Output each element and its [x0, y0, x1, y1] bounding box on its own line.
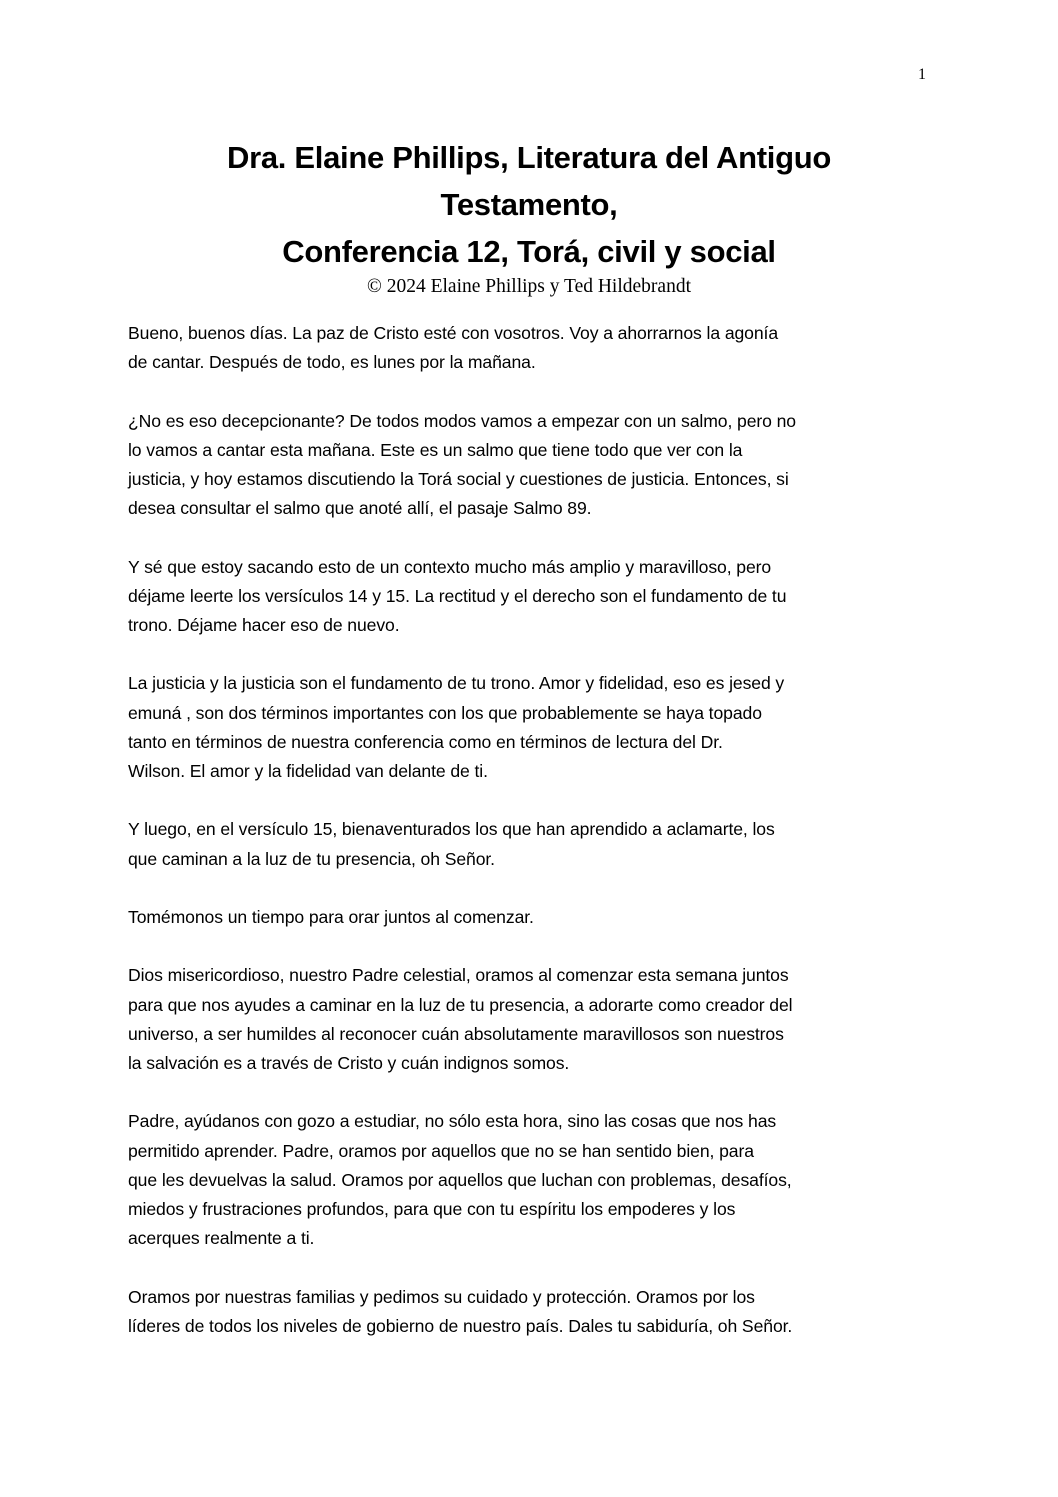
paragraph: [128, 903, 938, 932]
paragraph-line: Dios misericordioso, nuestro Padre celestial, oramos al comenzar esta semana juntos: [128, 965, 789, 986]
paragraph-line: emuná , son dos términos importantes con los que probablemente se haya topado: [128, 702, 762, 723]
paragraph-line: líderes de todos los niveles de gobierno de nuestro país. Dales tu sabiduría, oh Señor.: [128, 1315, 793, 1336]
paragraph: [128, 407, 938, 524]
paragraph-line: justicia, y hoy estamos discutiendo la Torá social y cuestiones de justicia. Entonces, si: [128, 469, 789, 489]
page-number: 1: [918, 66, 926, 83]
paragraph-line: Padre, ayúdanos con gozo a estudiar, no sólo esta hora, sino las cosas que nos has: [128, 1111, 777, 1132]
paragraph-line: permitido aprender. Padre, oramos por aquellos que no se han sentido bien, para: [128, 1140, 754, 1161]
paragraph-line: Tomémonos un tiempo para orar juntos al comenzar.: [128, 906, 534, 927]
document-header: [100, 134, 958, 298]
paragraph: [128, 815, 938, 873]
paragraph-line: para que nos ayudes a caminar en la luz de tu presencia, a adorarte como creador del: [128, 994, 793, 1015]
paragraph-line: que les devuelvas la salud. Oramos por aquellos que luchan con problemas, desafíos,: [128, 1169, 792, 1190]
paragraph-line: Wilson. El amor y la fidelidad van delante de ti.: [128, 761, 488, 781]
paragraph-line: déjame leerte los versículos 14 y 15. La rectitud y el derecho son el fundamento de tu: [128, 585, 787, 606]
paragraph-line: de cantar. Después de todo, es lunes por la mañana.: [128, 352, 536, 373]
paragraph-line: Oramos por nuestras familias y pedimos su cuidado y protección. Oramos por los: [128, 1286, 755, 1307]
paragraph-line: acerques realmente a ti.: [128, 1228, 315, 1249]
paragraph-line: lo vamos a cantar esta mañana. Este es un salmo que tiene todo que ver con la: [128, 439, 743, 460]
paragraph-line: tanto en términos de nuestra conferencia como en términos de lectura del Dr.: [128, 731, 723, 752]
title-line: Conferencia 12, Torá, civil y social: [282, 234, 776, 269]
paragraph-line: ¿No es eso decepcionante? De todos modos vamos a empezar con un salmo, pero no: [128, 410, 796, 431]
paragraph-line: universo, a ser humildes al reconocer cuán absolutamente maravillosos son nuestros: [128, 1023, 784, 1044]
paragraph-line: La justicia y la justicia son el fundamento de tu trono. Amor y fidelidad, eso es jesed y: [128, 673, 785, 694]
copyright-notice: © 2024 Elaine Phillips y Ted Hildebrandt: [367, 276, 691, 297]
paragraph-line: la salvación es a través de Cristo y cuán indignos somos.: [128, 1052, 570, 1073]
paragraph: [128, 1107, 938, 1253]
paragraph-line: Y sé que estoy sacando esto de un contexto mucho más amplio y maravilloso, pero: [128, 556, 772, 577]
paragraph-line: Y luego, en el versículo 15, bienaventurados los que han aprendido a aclamarte, los: [128, 819, 775, 840]
document-body: [128, 319, 938, 1370]
paragraph: [128, 961, 938, 1078]
title-line: Testamento,: [440, 187, 618, 222]
paragraph: [128, 553, 938, 641]
paragraph-line: miedos y frustraciones profundos, para que con tu espíritu los empoderes y los: [128, 1198, 736, 1219]
paragraph-line: Bueno, buenos días. La paz de Cristo esté con vosotros. Voy a ahorrarnos la agonía: [128, 323, 779, 343]
paragraph-line: que caminan a la luz de tu presencia, oh Señor.: [128, 848, 495, 869]
paragraph-line: trono. Déjame hacer eso de nuevo.: [128, 615, 400, 635]
paragraph-line: desea consultar el salmo que anoté allí, el pasaje Salmo 89.: [128, 498, 592, 519]
title-line: Dra. Elaine Phillips, Literatura del Antiguo: [226, 140, 832, 175]
paragraph: [128, 319, 938, 377]
paragraph: [128, 669, 938, 786]
paragraph: [128, 1283, 938, 1341]
